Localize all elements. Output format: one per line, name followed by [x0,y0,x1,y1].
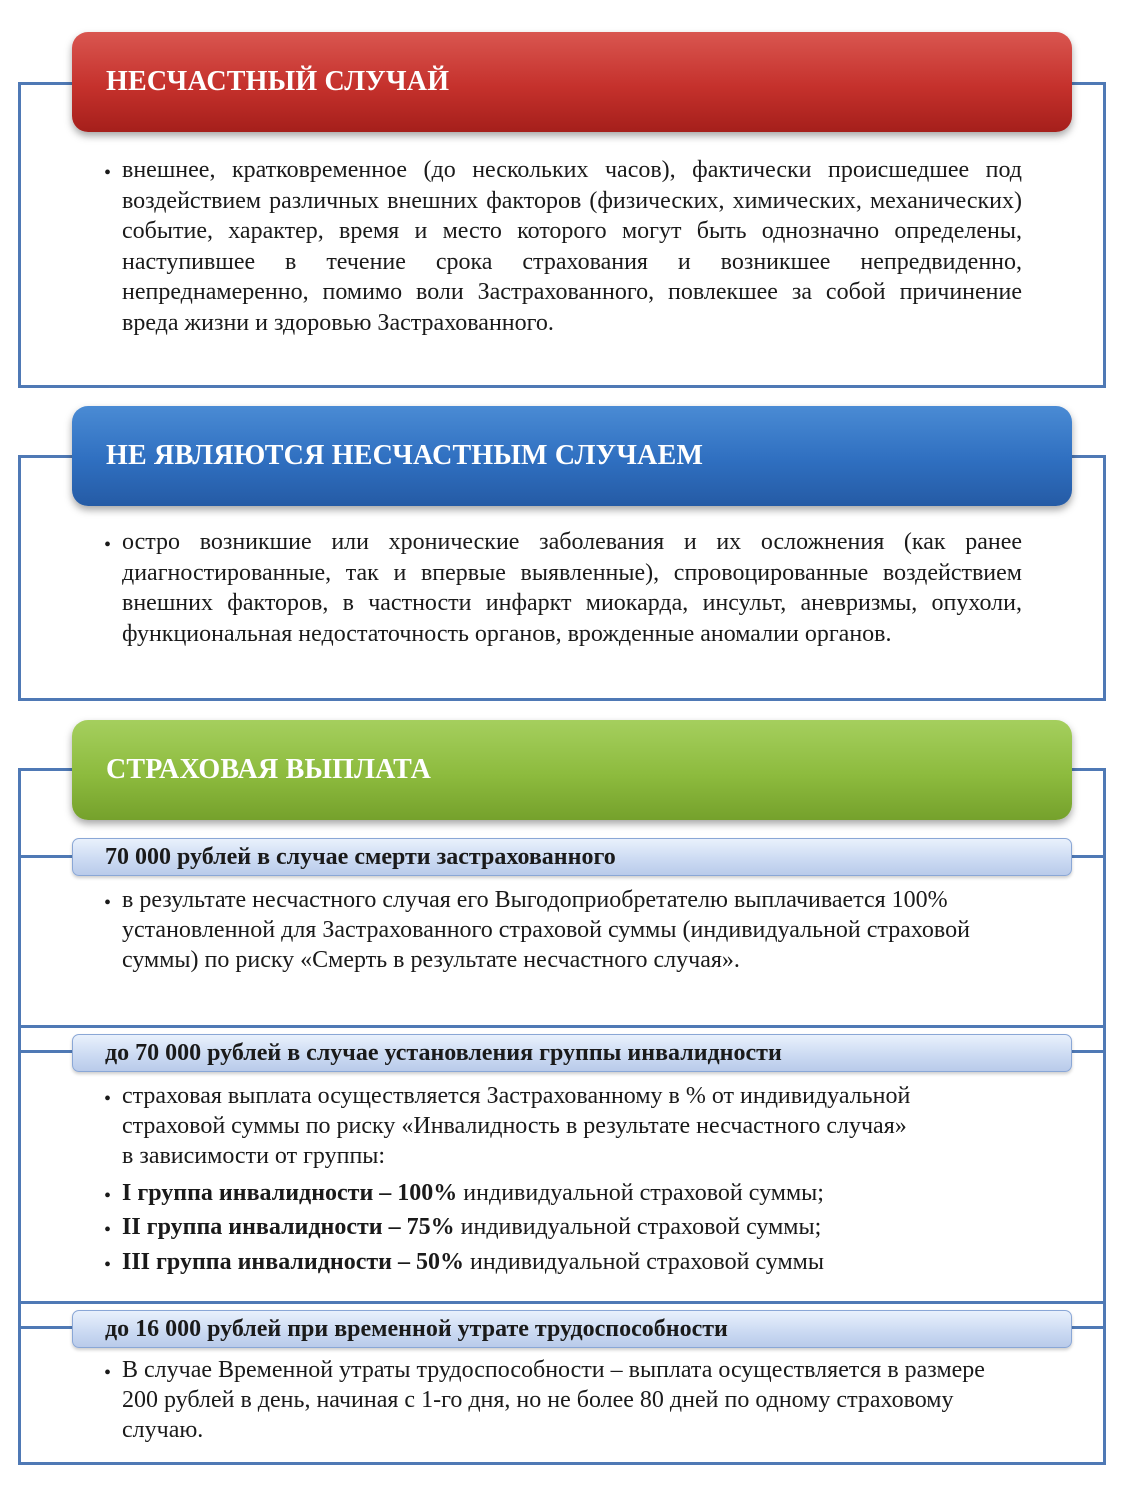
not-accident-text: остро возникшие или хронические заболевания и их осложнения (как ранее диагностированные, так и впервые выявленные), спровоцированные воздействием внешних факторов, в частности инфаркт миокарда, инсульт, аневризмы, опухоли, функциональная недостаточность органов, врожденные аномалии органов. [122,529,1022,647]
bullet-icon: • [104,1254,112,1276]
bullet-icon: • [104,892,112,914]
subsection-header-temporary: до 16 000 рублей при временной утрате трудоспособности [72,1310,1072,1348]
bullet-icon: • [104,1219,112,1241]
disability-payment-text: страховая выплата осуществляется Застрахованному в % от индивидуальной страховой суммы по риску «Инвалидность в результате несчастного случая» в зависимости от группы: [122,1083,911,1169]
subsection-header-death: 70 000 рублей в случае смерти застрахованного [72,838,1072,876]
section-title-accident: НЕСЧАСТНЫЙ СЛУЧАЙ [72,32,1072,132]
sub-divider [18,1301,1106,1304]
sub-divider [18,1025,1106,1028]
temporary-payment-text: В случае Временной утраты трудоспособности – выплата осуществляется в размере 200 рублей в день, начиная с 1-го дня, но не более 80 дней по одному страховому случаю. [122,1357,985,1443]
bullet-icon: • [104,1088,112,1110]
death-payment-text: в результате несчастного случая его Выгодоприобретателю выплачивается 100% установленной для Застрахованного страховой суммы (индивидуальной страховой суммы) по риску «Смерть в результате несчастного случая». [122,887,970,973]
bullet-icon: • [104,534,112,556]
bullet-icon: • [104,1362,112,1384]
bullet-icon: • [104,1185,112,1207]
subsection-header-disability: до 70 000 рублей в случае установления группы инвалидности [72,1034,1072,1072]
accident-definition-text: внешнее, кратковременное (до нескольких часов), фактически происшедшее под воздействием различных внешних факторов (физических, химических, механических) событие, характер, время и место которого могут быть однозначно определены, наступившее в течение срока страхования и возникшее непредвиденно, непреднамеренно, помимо воли Застрахованного, повлекшее за собой причинение вреда жизни и здоровью Застрахованного. [122,157,1022,336]
section-title-payment: СТРАХОВАЯ ВЫПЛАТА [72,720,1072,820]
bullet-icon: • [104,162,112,184]
section-title-not-accident: НЕ ЯВЛЯЮТСЯ НЕСЧАСТНЫМ СЛУЧАЕМ [72,406,1072,506]
disability-group-2: II группа инвалидности – 75% индивидуальной страховой суммы; [122,1214,822,1240]
disability-group-1: I группа инвалидности – 100% индивидуальной страховой суммы; [122,1180,824,1206]
disability-group-3: III группа инвалидности – 50% индивидуальной страховой суммы [122,1249,824,1275]
